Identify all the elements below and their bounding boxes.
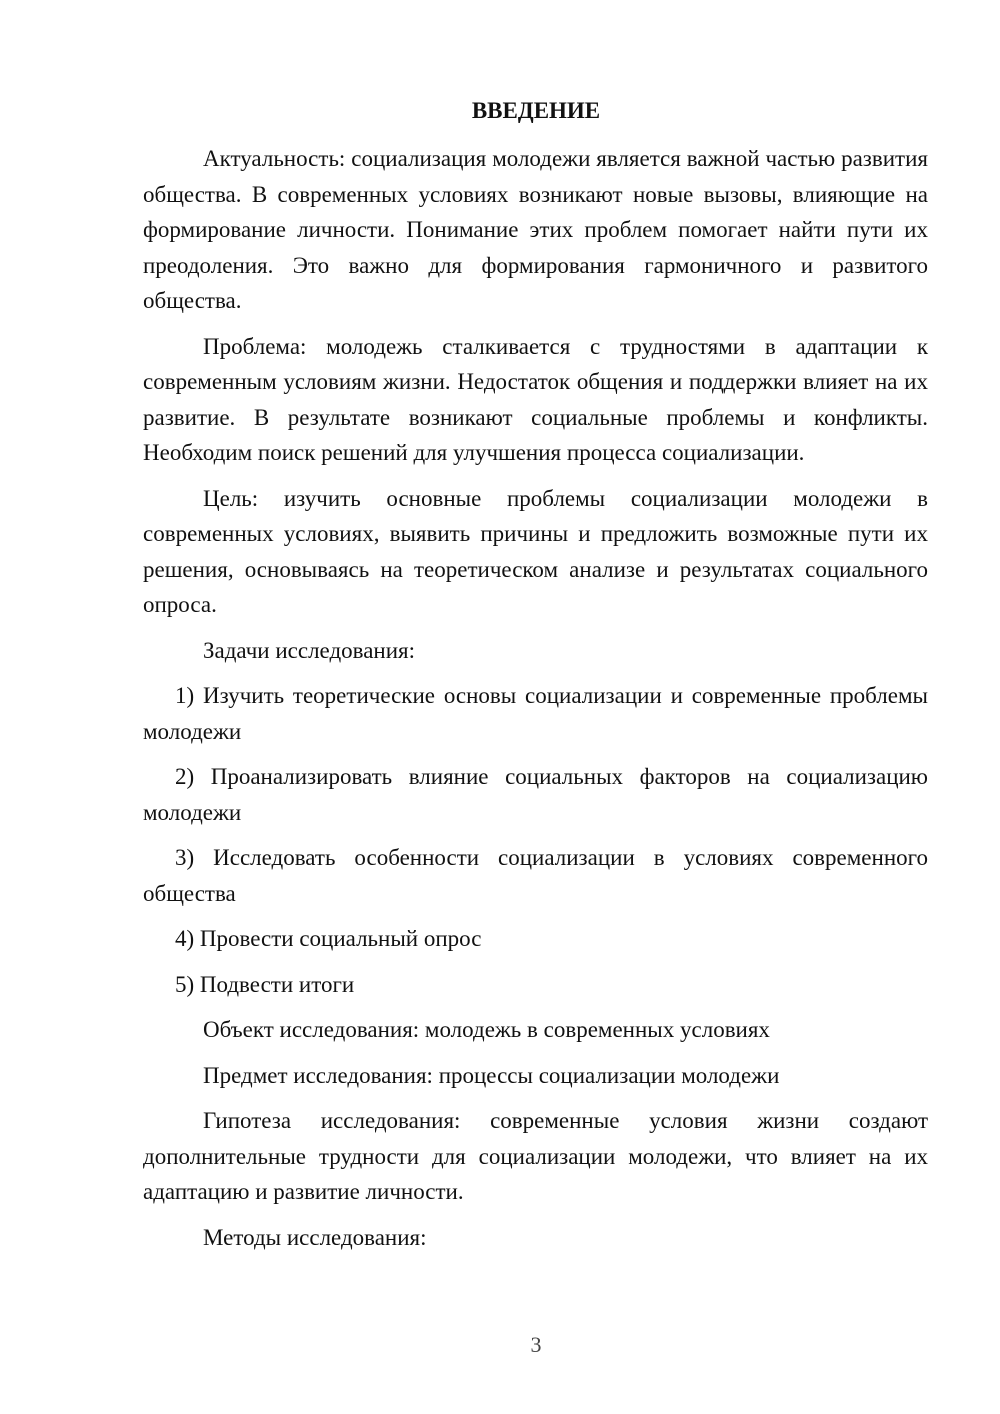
task-item: 1) Изучить теоретические основы социализации и современные проблемы молодежи [143, 683, 928, 744]
methods-heading: Методы исследования: [203, 1224, 427, 1250]
task-item: 4) Провести социальный опрос [175, 926, 482, 951]
hypothesis-paragraph: Гипотеза исследования: современные условия жизни создают дополнительные трудности для социализации молодежи, что влияет на их адаптацию и развитие личности. [143, 1108, 928, 1204]
task-item: 3) Исследовать особенности социализации в условиях современного общества [143, 845, 928, 906]
goal-paragraph: Цель: изучить основные проблемы социализации молодежи в современных условиях, выявить причины и предложить возможные пути их решения, основываясь на теоретическом анализе и результатах социального опроса. [143, 485, 928, 617]
problem-paragraph: Проблема: молодежь сталкивается с трудностями в адаптации к современным условиям жизни. Недостаток общения и поддержки влияет на их развитие. В результате возникают социальные проблемы и конфликты. Необходим поиск решений для улучшения процесса социализации. [143, 333, 928, 465]
page-number: 3 [530, 1332, 542, 1357]
object-paragraph: Объект исследования: молодежь в современных условиях [203, 1017, 770, 1042]
task-item: 5) Подвести итоги [175, 971, 355, 997]
tasks-heading: Задачи исследования: [203, 637, 416, 663]
page-body [143, 141, 928, 1265]
relevance-paragraph: Актуальность: социализация молодежи является важной частью развития общества. В современных условиях возникают новые вызовы, влияющие на формирование личности. Понимание этих проблем помогает найти пути их преодоления. Это важно для формирования гармоничного и развитого общества. [143, 146, 928, 313]
page-title: ВВЕДЕНИЕ [471, 98, 601, 123]
task-item: 2) Проанализировать влияние социальных факторов на социализацию молодежи [143, 764, 928, 825]
subject-paragraph: Предмет исследования: процессы социализации молодежи [203, 1062, 780, 1088]
